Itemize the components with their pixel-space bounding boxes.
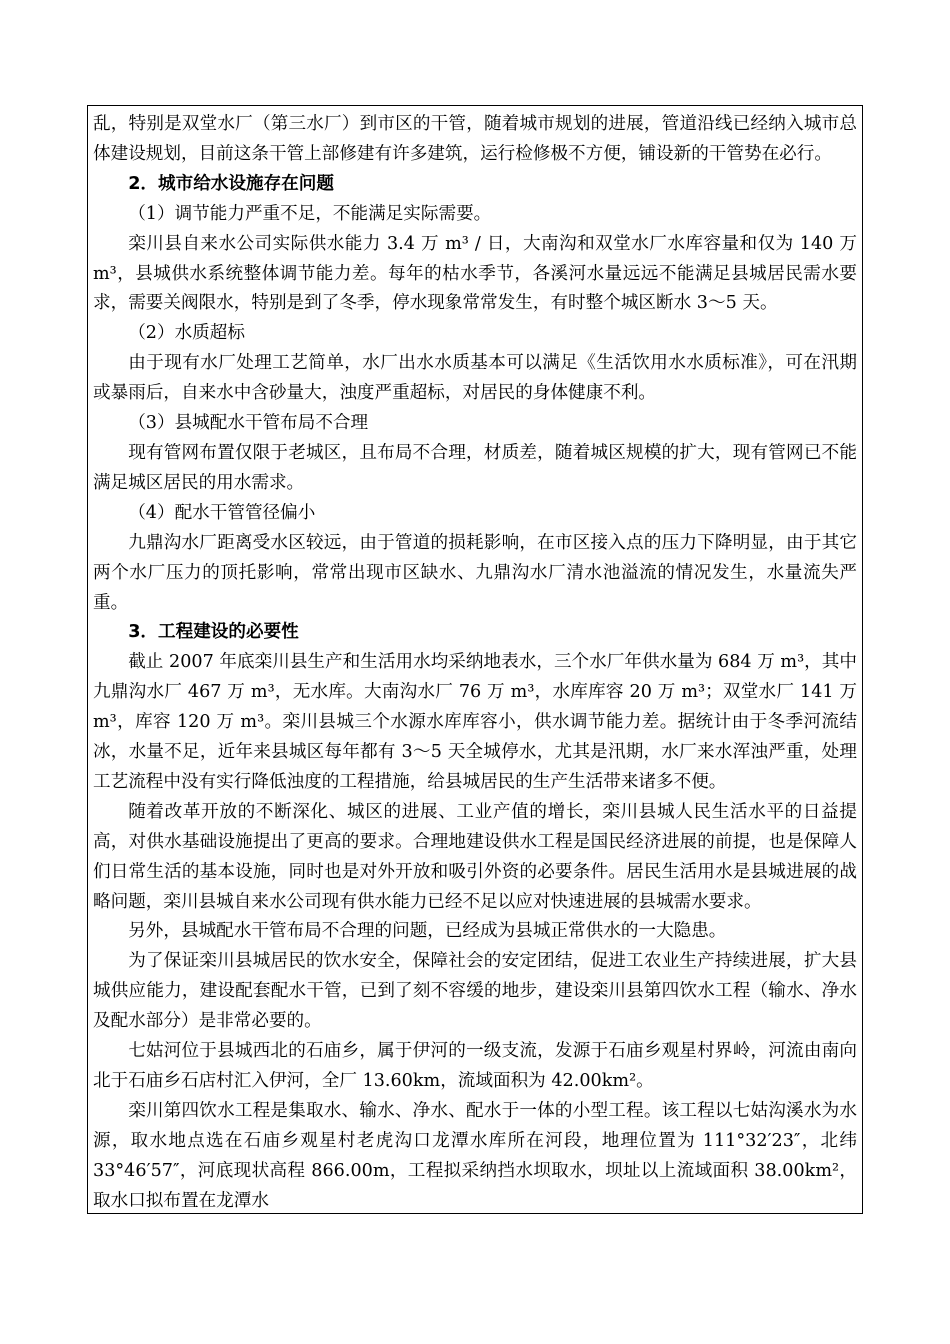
body-paragraph: （4）配水干管管径偏小: [128, 502, 316, 523]
body-paragraph: 乱，特别是双堂水厂（第三水厂）到市区的干管，随着城市规划的进展，管道沿线已经纳入城市总体建设规划，目前这条干管上部修建有许多建筑，运行检修极不方便，铺设新的干管势在必行。: [93, 114, 857, 164]
section-heading: 3．工程建设的必要性: [128, 622, 299, 643]
document-body: [93, 110, 857, 1217]
body-paragraph: 另外，县城配水干管布局不合理的问题，已经成为县城正常供水的一大隐患。: [128, 921, 727, 942]
body-paragraph: （1）调节能力严重不足，不能满足实际需要。: [128, 203, 492, 224]
body-paragraph: 现有管网布置仅限于老城区，且布局不合理，材质差，随着城区规模的扩大，现有管网已不能满足城区居民的用水需求。: [93, 442, 857, 493]
body-paragraph: 为了保证栾川县城居民的饮水安全，保障社会的安定团结，促进工农业生产持续进展，扩大县城供应能力，建设配套配水干管，已到了刻不容缓的地步，建设栾川县第四饮水工程（输水、净水及配水部分）是非常必要的。: [93, 951, 857, 1032]
body-paragraph: 栾川第四饮水工程是集取水、输水、净水、配水于一体的小型工程。该工程以七姑沟溪水为水源，取水地点选在石庙乡观星村老虎沟口龙潭水库所在河段，地理位置为 111°32′23″，北纬 33°46′57″，河底现状高程 866.00m，工程拟采纳挡水坝取水，坝址以上流域面积 38.00km²，取水口拟布置在龙潭水: [93, 1100, 857, 1211]
section-heading: 2．城市给水设施存在问题: [128, 173, 334, 194]
body-paragraph: 截止 2007 年底栾川县生产和生活用水均采纳地表水，三个水厂年供水量为 684 万 m³，其中九鼎沟水厂 467 万 m³，无水库。大南沟水厂 76 万 m³，水库库容 20 万 m³；双堂水厂 141 万 m³，库容 120 万 m³。栾川县城三个水源水库库容小，供水调节能力差。据统计由于冬季河流结冰，水量不足，近年来县城区每年都有 3～5 天全城停水，尤其是汛期，水厂来水浑浊严重，处理工艺流程中没有实行降低浊度的工程措施，给县城居民的生产生活带来诸多不便。: [93, 652, 857, 792]
body-paragraph: 由于现有水厂处理工艺简单，水厂出水水质基本可以满足《生活饮用水水质标准》，可在汛期或暴雨后，自来水中含砂量大，浊度严重超标，对居民的身体健康不利。: [93, 353, 857, 404]
body-paragraph: 栾川县自来水公司实际供水能力 3.4 万 m³ / 日，大南沟和双堂水厂水库容量和仅为 140 万 m³，县城供水系统整体调节能力差。每年的枯水季节，各溪河水量远远不能满足县城居民需水要求，需要关阀限水，特别是到了冬季，停水现象常常发生，有时整个城区断水 3～5 天。: [93, 233, 857, 314]
body-paragraph: 九鼎沟水厂距离受水区较远，由于管道的损耗影响，在市区接入点的压力下降明显，由于其它两个水厂压力的顶托影响，常常出现市区缺水、九鼎沟水厂清水池溢流的情况发生，水量流失严重。: [93, 532, 857, 613]
body-paragraph: （3）县城配水干管布局不合理: [128, 413, 369, 434]
body-paragraph: 随着改革开放的不断深化、城区的进展、工业产值的增长，栾川县城人民生活水平的日益提高，对供水基础设施提出了更高的要求。合理地建设供水工程是国民经济进展的前提，也是保障人们日常生活的基本设施，同时也是对外开放和吸引外资的必要条件。居民生活用水是县城进展的战略问题，栾川县城自来水公司现有供水能力已经不足以应对快速进展的县城需水要求。: [93, 801, 857, 912]
body-paragraph: 七姑河位于县城西北的石庙乡，属于伊河的一级支流，发源于石庙乡观星村界岭，河流由南向北于石庙乡石店村汇入伊河，全厂 13.60km，流域面积为 42.00km²。: [93, 1041, 857, 1091]
body-paragraph: （2）水质超标: [128, 323, 245, 344]
